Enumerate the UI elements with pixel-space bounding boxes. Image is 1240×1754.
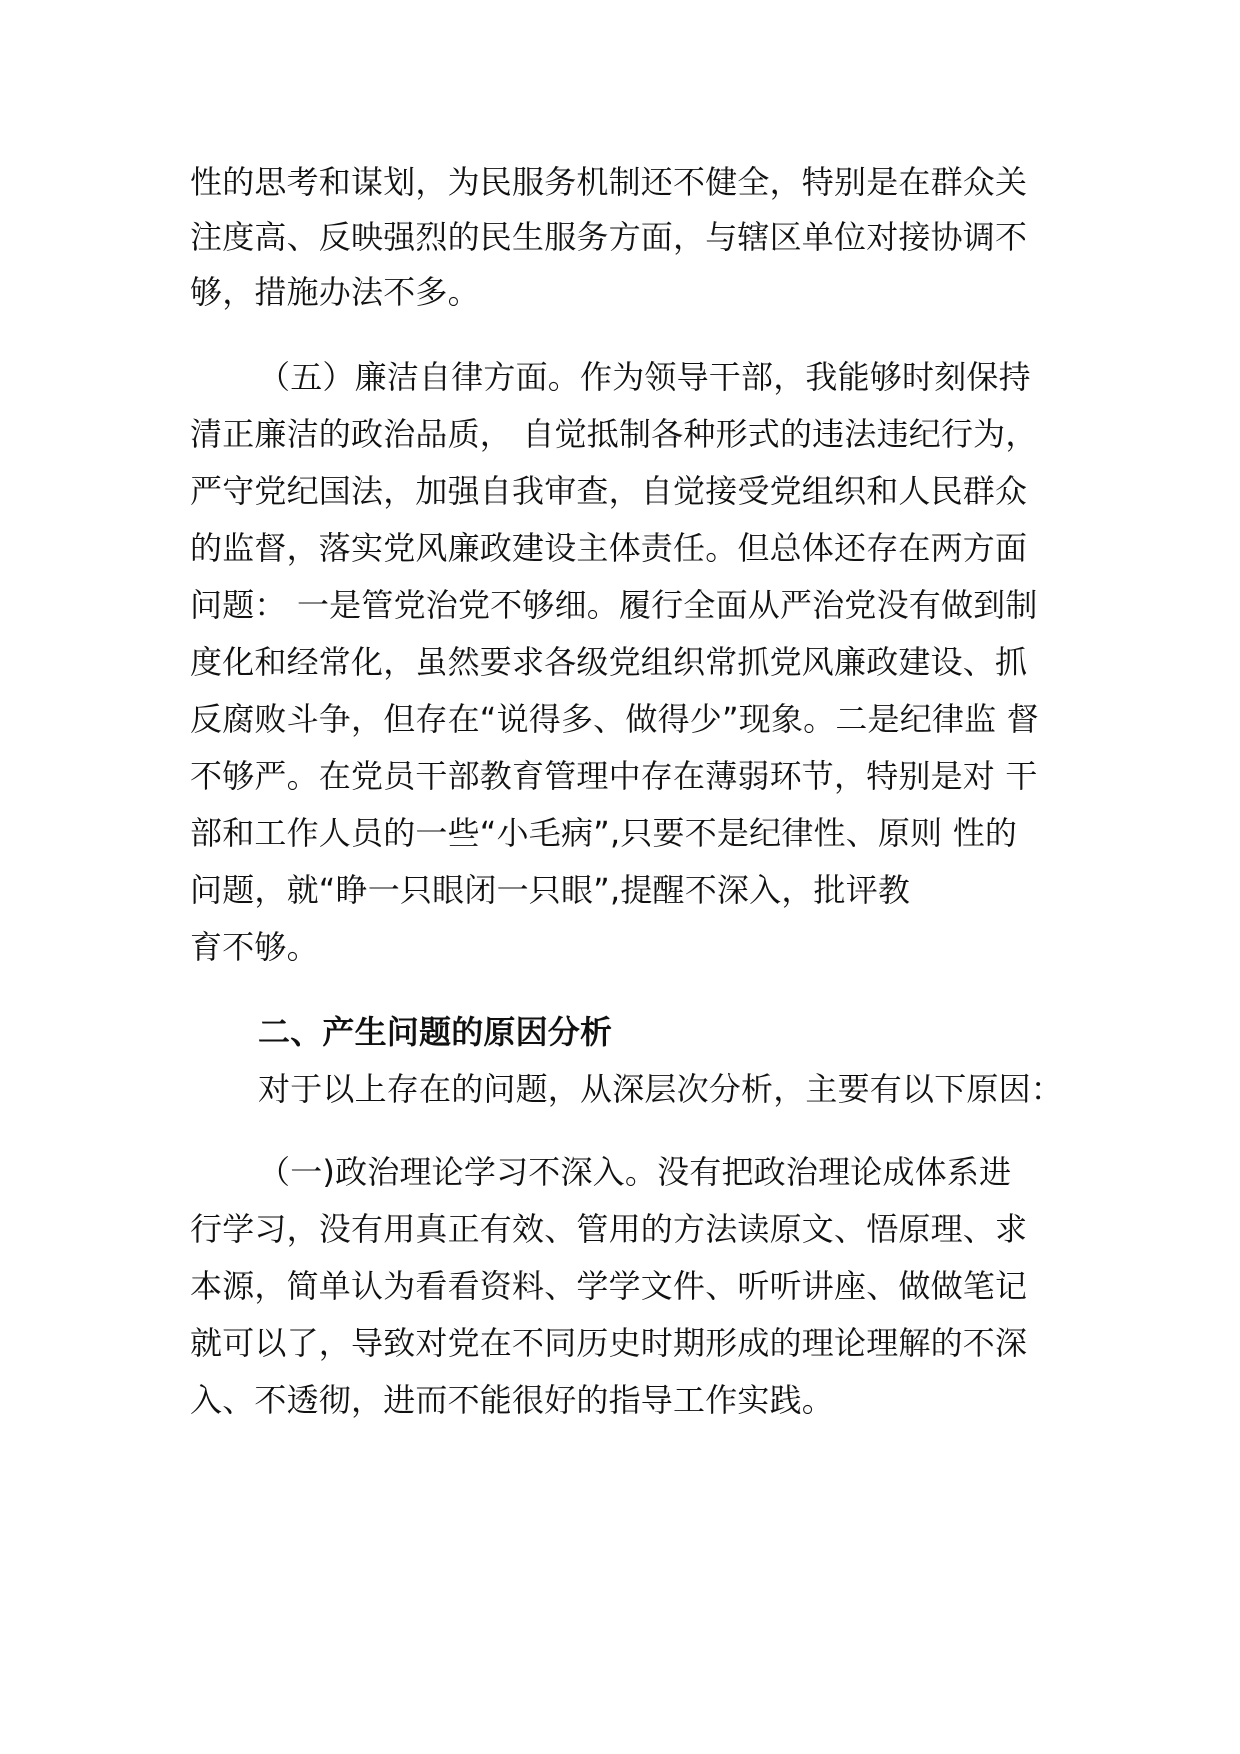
text-line-10: 反腐败斗争，但存在“说得多、做得少”现象。二是纪律监 督 xyxy=(190,700,1039,738)
text-line-3: 够，措施办法不多。 xyxy=(190,273,480,311)
text-line-17: （一)政治理论学习不深入。没有把政治理论成体系进 xyxy=(258,1153,1012,1191)
text-line-2: 注度高、反映强烈的民生服务方面，与辖区单位对接协调不 xyxy=(190,218,1028,256)
text-line-7: 的监督，落实党风廉政建设主体责任。但总体还存在两方面 xyxy=(190,529,1028,567)
text-line-13: 问题，就“睁一只眼闭一只眼”,提醒不深入，批评教 xyxy=(190,871,911,909)
text-line-11: 不够严。在党员干部教育管理中存在薄弱环节，特别是对 干 xyxy=(190,757,1038,795)
text-line-4: （五）廉洁自律方面。作为领导干部，我能够时刻保持 xyxy=(258,358,1031,396)
text-line-6: 严守党纪国法，加强自我审查，自觉接受党组织和人民群众 xyxy=(190,472,1028,510)
text-line-20: 就可以了，导致对党在不同历史时期形成的理论理解的不深 xyxy=(190,1324,1028,1362)
section-heading: 二、产生问题的原因分析 xyxy=(258,1013,613,1051)
text-line-1: 性的思考和谋划，为民服务机制还不健全，特别是在群众关 xyxy=(190,163,1028,201)
text-line-9: 度化和经常化，虽然要求各级党组织常抓党风廉政建设、抓 xyxy=(190,643,1028,681)
text-line-8: 问题： 一是管党治党不够细。履行全面从严治党没有做到制 xyxy=(190,586,1038,624)
text-line-12: 部和工作人员的一些“小毛病”,只要不是纪律性、原则 性的 xyxy=(190,814,1018,852)
text-line-16: 对于以上存在的问题，从深层次分析，主要有以下原因： xyxy=(258,1070,1064,1108)
text-line-21: 入、不透彻，进而不能很好的指导工作实践。 xyxy=(190,1381,835,1419)
text-line-5: 清正廉洁的政治品质， 自觉抵制各种形式的违法违纪行为， xyxy=(190,415,1038,453)
text-line-18: 行学习，没有用真正有效、管用的方法读原文、悟原理、求 xyxy=(190,1210,1028,1248)
text-line-14: 育不够。 xyxy=(190,928,319,966)
text-line-19: 本源，简单认为看看资料、学学文件、听听讲座、做做笔记 xyxy=(190,1267,1028,1305)
